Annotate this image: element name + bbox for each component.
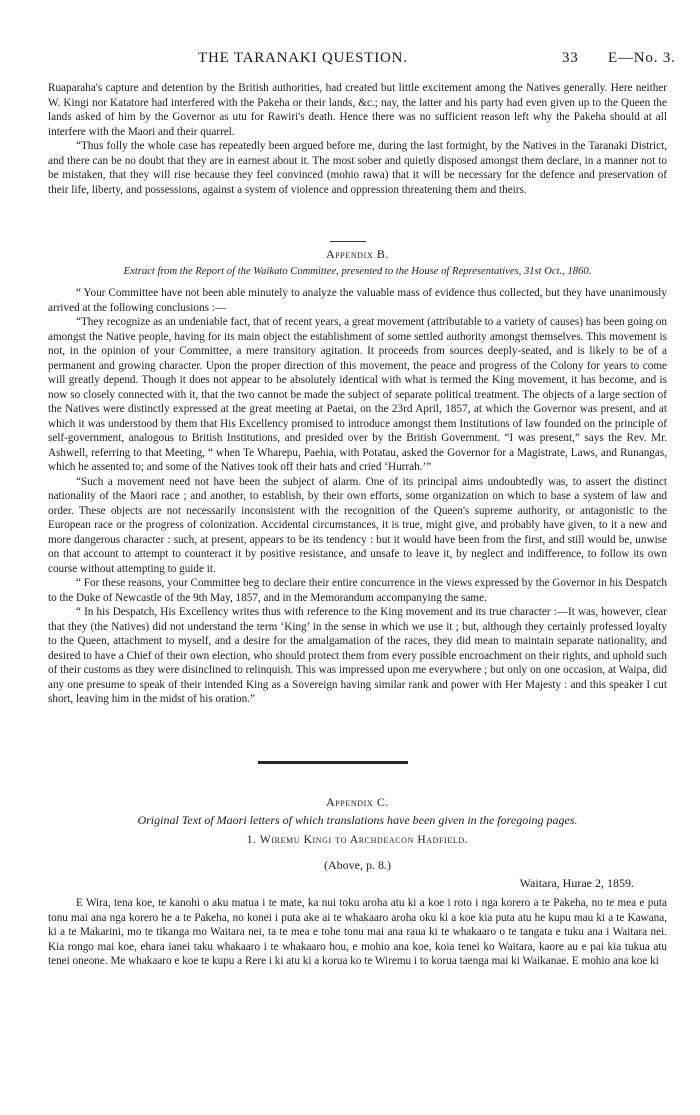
letter-reference: (Above, p. 8.) [324,858,391,872]
appendix-b-body [48,286,667,707]
appendix-b-extract-title: Extract from the Report of the Waikato Committee, presented to the House of Representatives, 31st Oct., 1860. [123,266,592,277]
document-reference: E—No. 3. [608,50,676,66]
appendix-c-subtitle: Original Text of Maori letters of which translations have been given in the foregoing pages. [137,813,578,827]
appendix-c-heading: Appendix C. [325,795,390,809]
letter-paragraph: E Wira, tena koe, te kanohi o aku matua i te mate, ka nui toku aroha atu ki a koe i roto i nga korero a te Pakeha, no te mea e puta tonu mai ana nga korero he a te Pakeha, no konei i puta ake ai te whakaaro aroha oku ki a koe kia puta atu he kupu mau ki a te Kawana, ki a te Makarini, mo te tikanga mo Waitara nei, ta te mea e tohe tonu mai ana raua ki te whakaaro o te tangata e tuku ana i Waitara nei. Kia rongo mai koe, ehara ianei taku whakaaro i te whakaaro hou, e mohio ana koe, koia tenei ko Waitara, kaore au e pai kia tukua atu tenei oneone. Me whakaaro e koe te kupu a Rere i ki atu ki a korua ko te Wiremu i to korua taenga mai ki Waikanae. E mohio ana koe ki [48,897,667,967]
letter-place-date: Waitara, Hurae 2, 1859. [519,876,634,890]
report-paragraph: “ For these reasons, your Committee beg to declare their entire concurrence in the views expressed by the Governor in his Despatch to the Duke of Newcastle of the 9th May, 1857, and in the Memorandum accompanying the same. [48,577,667,604]
page-number: 33 [562,50,579,66]
intro-paragraph: Ruaparaha's capture and detention by the British authorities, had created but little excitement among the Natives generally. Here neither W. Kingi nor Katatore had interfered with the Pakeha or their lands, &c.; nay, the latter and his party had even given up to the Queen the lands asked of him by the Governor as utu for Rawiri's death. Hence there was no sufficient reason left why the Pakeha should at all interfere with the Maori and their quarrel. [48,82,667,138]
report-paragraph: “ Your Committee have not been able minutely to analyze the valuable mass of evidence thus collected, but they have unanimously arrived at the following conclusions :— [48,287,667,314]
section-divider [330,241,366,242]
report-paragraph: “Such a movement need not have been the subject of alarm. One of its principal aims undoubtedly was, to assert the distinct nationality of the Maori race ; and another, to establish, by their own efforts, some organization on which to base a system of law and order. These objects are not necessarily inconsistent with the recognition of the Queen's supreme authority, or antagonistic to the European race or the progress of colonization. Accidental circumstances, it is true, might give, and probably have given, to it a new and more dangerous character : such, at present, appears to be its tendency : but it would have been from the first, and still would be, unwise on that account to attempt to counteract it by positive resistance, and unsafe to leave it, by neglect and indifference, to follow its own course without attempting to guide it. [48,475,667,575]
letter-title: 1. Wiremu Kingi to Archdeacon Hadfield. [246,834,469,846]
appendix-b-heading: Appendix B. [325,247,390,261]
intro-paragraph: “Thus folly the whole case has repeatedly been argued before me, during the last fortnight, by the Natives in the Taranaki District, and there can be no doubt that they are in earnest about it. The most sober and quietly disposed amongst them declare, in a manner not to be mistaken, that they will rise because they feel convinced (mohio rawa) that it will be necessary for the defence and preservation of their life, liberty, and possessions, against a system of violence and oppression threatening them and theirs. [48,140,667,196]
letter-body [48,896,667,969]
report-paragraph: “ In his Despatch, His Excellency writes thus with reference to the King movement and its true character :—It was, however, clear that they (the Natives) did not understand the term ‘King’ in the sense in which we use it ; but, although they certainly professed loyalty to the Queen, attachment to myself, and a desire for the amalgamation of the races, they did mean to maintain separate nationality, and desired to have a Chief of their own election, who should protect them from every possible encroachment on their rights, and uphold such of their customs as they were disinclined to relinquish. This was impressed upon me everywhere ; but only on one occasion, at Waipa, did any one presume to speak of their intended King as a Sovereign having similar rank and power with Her Majesty : and this speaker I cut short, leaving him in the midst of his oration.” [48,606,667,705]
running-title: THE TARANAKI QUESTION. [198,50,408,66]
appendix-separator [258,761,408,764]
intro-section [48,81,667,197]
report-paragraph: “They recognize as an undeniable fact, that of recent years, a great movement (attributable to a variety of causes) has been going on amongst the Native people, having for its main object the establishment of some settled authority amongst themselves. This movement is not, in the opinion of your Committee, a mere transitory agitation. It proceeds from sources deeply-seated, and is likely to be of a permanent and growing character. Upon the proper direction of this movement, the peace and progress of the Colony for years to come will greatly depend. Though it does not appear to be absolutely identical with what is termed the King movement, it has become, and is now so closely connected with it, that the two cannot be made the subject of separate political treatment. The objects of a large section of the Natives were distinctly expressed at the great meeting at Paetai, on the 23rd April, 1857, at which the Governor was present, and at which it was understood by them that His Excellency promised to introduce amongst them Institutions of law founded on the principle of self-government, analogous to British Institutions, and presided over by the British Government. “I was present,” says the Rev. Mr. Ashwell, referring to that Meeting, “ when Te Wharepu, Paehia, with Potatau, asked the Governor for a Magistrate, Laws, and Runangas, which he assented to; and some of the Natives took off their hats and cried ‘Hurrah.’” [48,316,667,473]
page-header [0,50,700,70]
